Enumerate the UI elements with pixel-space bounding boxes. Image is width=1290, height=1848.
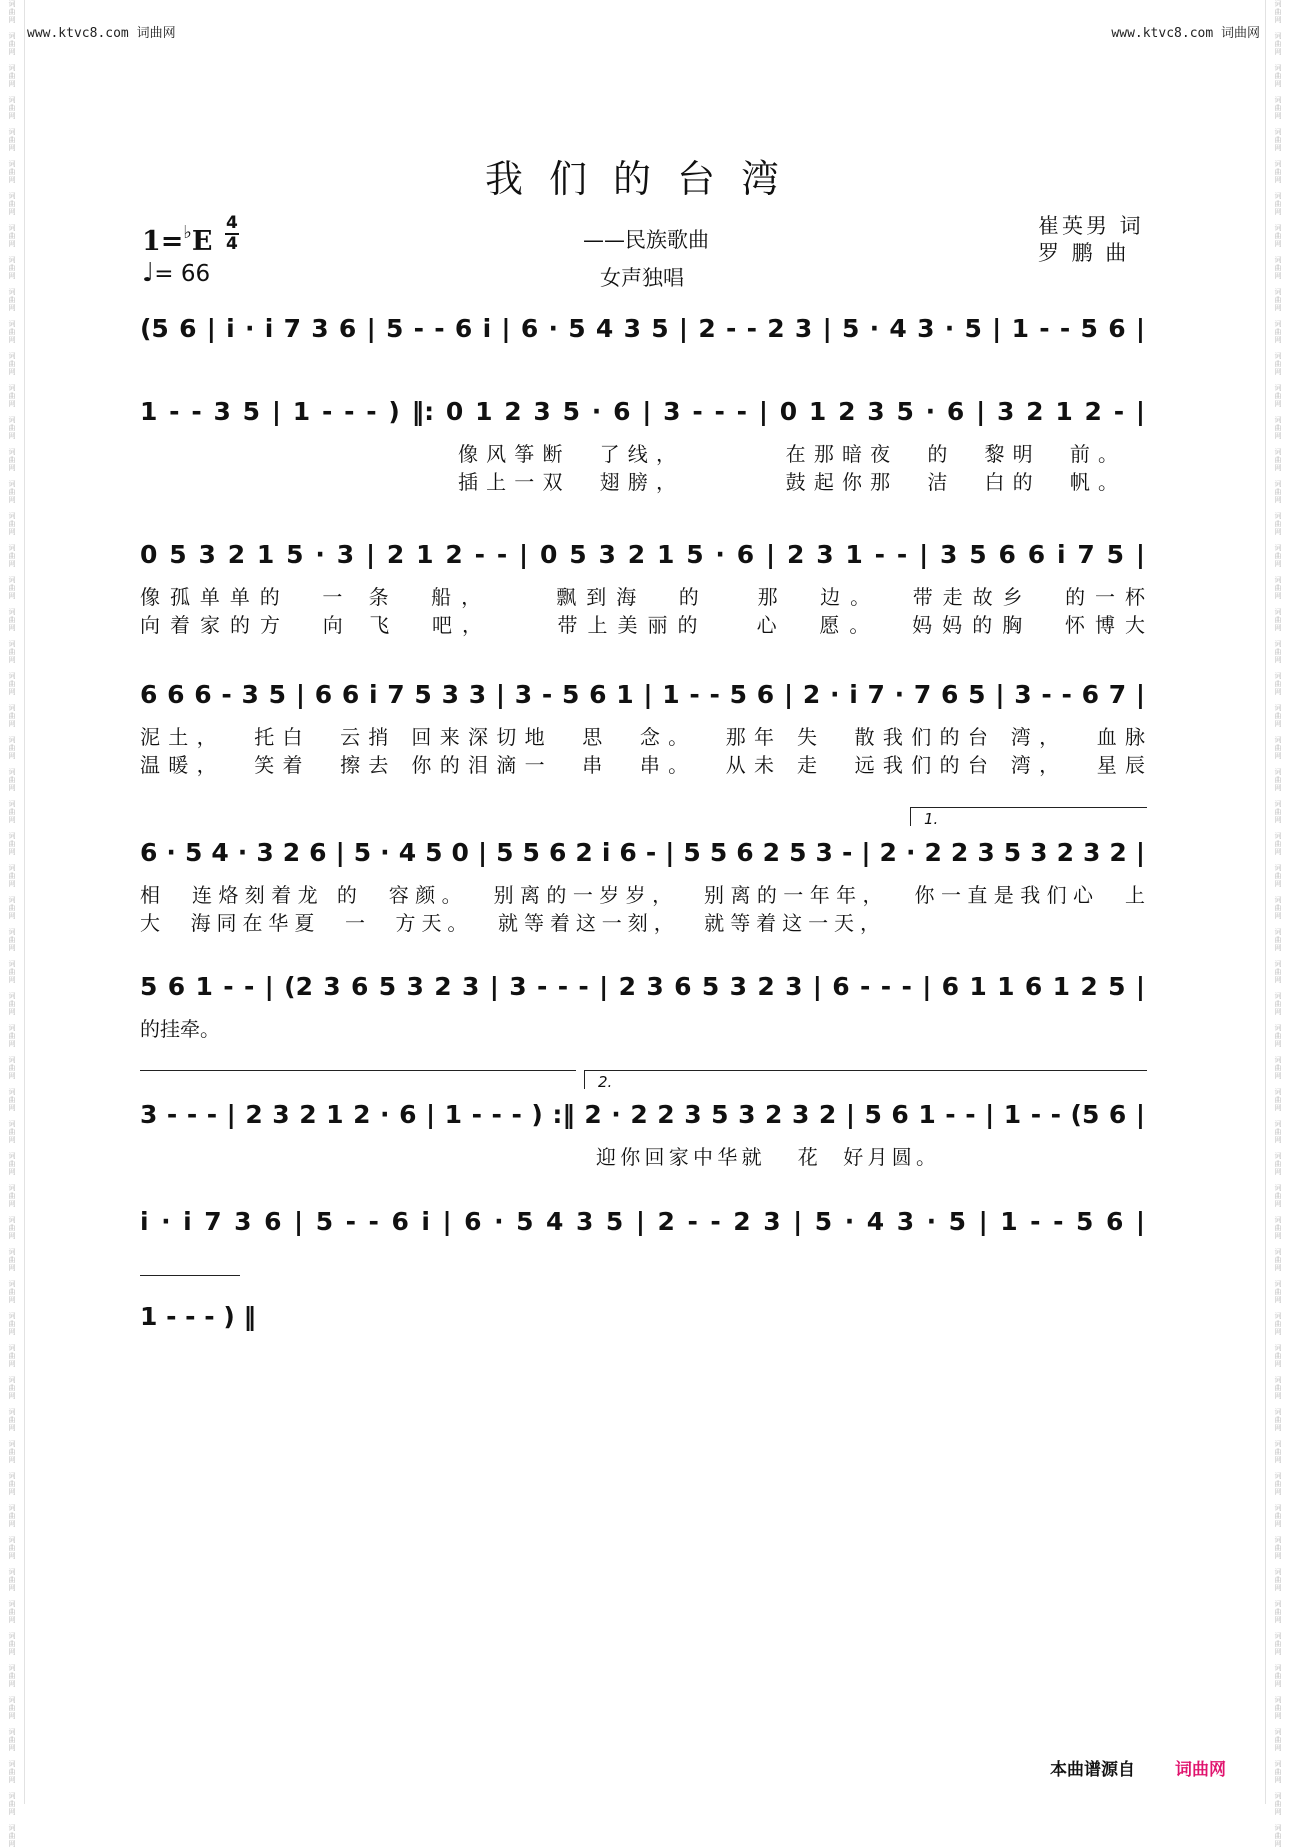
notation-notes: i · i 7 3 6 | 5 - - 6 i | 6 · 5 4 3 5 | 2 - - 2 3 | 5 · 4 3 · 5 | 1 - - 5 6 | xyxy=(140,1207,1145,1236)
lyric-line: 温暖， 笑着 擦去 你的泪滴一 串 串。 从未 走 远我们的台 湾， 星辰 xyxy=(140,753,1145,777)
volta-second-label: 2. xyxy=(598,1073,613,1091)
lyric-line: 大 海同在华夏 一 方天。 就等着这一刻， 就等着这一天， xyxy=(140,911,880,935)
time-signature: 4 4 xyxy=(226,213,238,254)
watermark-left: www.ktvc8.com 词曲网 xyxy=(27,26,176,41)
notation-notes: 1 - - - ) ‖ xyxy=(140,1302,256,1331)
notation-notes: 6 6 6 - 3 5 | 6 6 i 7 5 3 3 | 3 - 5 6 1 | 1 - - 5 6 | 2 · i 7 · 7 6 5 | 3 - - 6 7 | xyxy=(140,680,1145,709)
notation-line xyxy=(140,312,1145,346)
lyric-line: 插上一双 翅膀， 鼓起你那 洁 白的 帆。 xyxy=(458,470,1118,494)
notation-line xyxy=(140,1300,1145,1334)
left-watermark-strip: 词 曲 网 词 曲 网 词 曲 网 词 曲 网 词 曲 网 词 曲 网 词 曲 网 词 曲 网 词 曲 网 词 曲 网 词 曲 网 词 曲 网 词 曲 网 词 曲 网 词 曲 网 词 曲 网 词 曲 网 词 曲 网 词 曲 网 词 曲 网 词 曲 网 词 曲 网 词 曲 网 词 曲 网 词 曲 网 词 曲 网 词 曲 网 词 曲 网 词 曲 网 词 曲 网 词 曲 网 词 曲 网 词 曲 网 词 曲 网 词 曲 网 词 曲 网 词 曲 网 词 曲 网 词 曲 网 词 曲 网 词 曲 网 词 曲 网 词 曲 网 词 曲 网 词 曲 网 词 曲 网 词 曲 网 词 曲 网 词 曲 网 词 曲 网 词 曲 网 词 曲 网 词 曲 网 词 曲 网 词 曲 网 词 曲 网 词 曲 网 词 曲 网 xyxy=(0,0,25,1804)
lyric-line: 的挂牵。 xyxy=(140,1017,220,1041)
footer-source: 本曲谱源自 词曲网 xyxy=(1050,1760,1226,1780)
notation-line xyxy=(140,1098,1145,1132)
notation-line xyxy=(140,395,1145,429)
notation-notes: 6 · 5 4 · 3 2 6 | 5 · 4 5 0 | 5 5 6 2 i 6 - | 5 5 6 2 5 3 - | 2 · 2 2 3 5 3 2 3 2 | xyxy=(140,838,1145,867)
notation-line xyxy=(140,1205,1145,1239)
subtitle: ——民族歌曲 xyxy=(583,228,709,252)
tempo-marking: ♩= 66 xyxy=(142,258,211,288)
composer-credit: 罗 鹏 曲 xyxy=(1038,241,1130,265)
volta-bracket-first xyxy=(910,807,1147,826)
right-watermark-strip: 词 曲 网 词 曲 网 词 曲 网 词 曲 网 词 曲 网 词 曲 网 词 曲 网 词 曲 网 词 曲 网 词 曲 网 词 曲 网 词 曲 网 词 曲 网 词 曲 网 词 曲 网 词 曲 网 词 曲 网 词 曲 网 词 曲 网 词 曲 网 词 曲 网 词 曲 网 词 曲 网 词 曲 网 词 曲 网 词 曲 网 词 曲 网 词 曲 网 词 曲 网 词 曲 网 词 曲 网 词 曲 网 词 曲 网 词 曲 网 词 曲 网 词 曲 网 词 曲 网 词 曲 网 词 曲 网 词 曲 网 词 曲 网 词 曲 网 词 曲 网 词 曲 网 词 曲 网 词 曲 网 词 曲 网 词 曲 网 词 曲 网 词 曲 网 词 曲 网 词 曲 网 词 曲 网 词 曲 网 词 曲 网 词 曲 网 词 曲 网 词 曲 网 xyxy=(1265,0,1290,1804)
lyric-line: 泥土， 托白 云捎 回来深切地 思 念。 那年 失 散我们的台 湾， 血脉 xyxy=(140,725,1145,749)
brand-logo-text: 词曲网 xyxy=(1175,1760,1226,1780)
closing-bracket xyxy=(140,1275,240,1276)
volta-first-label: 1. xyxy=(924,810,939,828)
notation-line xyxy=(140,538,1145,572)
notation-notes: 5 6 1 - - | (2 3 6 5 3 2 3 | 3 - - - | 2 3 6 5 3 2 3 | 6 - - - | 6 1 1 6 1 2 5 | xyxy=(140,972,1145,1001)
watermark-right: www.ktvc8.com 词曲网 xyxy=(1111,26,1260,41)
notation-notes: 1 - - 3 5 | 1 - - - ) ‖: 0 1 2 3 5 · 6 | 3 - - - | 0 1 2 3 5 · 6 | 3 2 1 2 - | xyxy=(140,397,1145,426)
notation-notes: (5 6 | i · i 7 3 6 | 5 - - 6 i | 6 · 5 4 3 5 | 2 - - 2 3 | 5 · 4 3 · 5 | 1 - - 5 6 | xyxy=(140,314,1145,343)
notation-line xyxy=(140,970,1145,1004)
volta-line-first-end xyxy=(140,1070,576,1071)
notation-line xyxy=(140,836,1145,870)
lyric-line: 相 连烙刻着龙 的 容颜。 别离的一岁岁， 别离的一年年， 你一直是我们心 上 xyxy=(140,883,1145,907)
lyricist-credit: 崔英男 词 xyxy=(1038,214,1144,238)
lyric-line: 向着家的方 向 飞 吧， 带上美丽的 心 愿。 妈妈的胸 怀博大 xyxy=(140,613,1145,637)
voice-type: 女声独唱 xyxy=(600,266,684,290)
volta-bracket-second xyxy=(584,1070,1147,1089)
notation-line xyxy=(140,678,1145,712)
song-title: 我们的台湾 xyxy=(484,157,805,201)
quarter-note-icon: ♩ xyxy=(142,258,155,288)
notation-notes: 0 5 3 2 1 5 · 3 | 2 1 2 - - | 0 5 3 2 1 5 · 6 | 2 3 1 - - | 3 5 6 6 i 7 5 | xyxy=(140,540,1145,569)
lyric-line: 像风筝断 了线， 在那暗夜 的 黎明 前。 xyxy=(458,442,1118,466)
lyric-line: 迎你回家中华就 花 好月圆。 xyxy=(596,1145,936,1169)
lyric-line: 像孤单单的 一 条 船， 飘到海 的 那 边。 带走故乡 的一杯 xyxy=(140,585,1145,609)
key-signature: 1=♭E xyxy=(142,222,213,257)
notation-notes: 3 - - - | 2 3 2 1 2 · 6 | 1 - - - ) :‖ 2 · 2 2 3 5 3 2 3 2 | 5 6 1 - - | 1 - - (5 6 | xyxy=(140,1100,1145,1129)
